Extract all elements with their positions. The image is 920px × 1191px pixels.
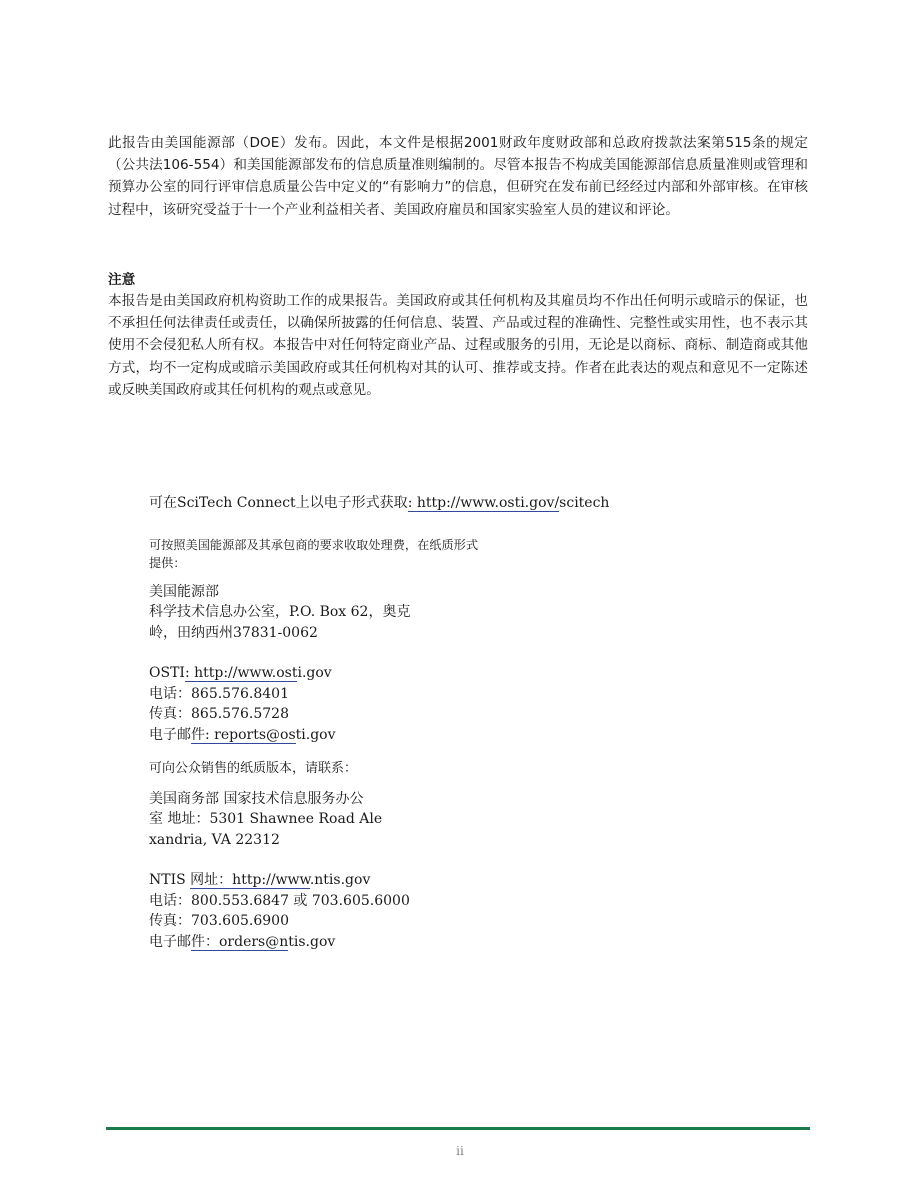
electronic-suffix: scitech xyxy=(559,495,610,511)
osti-website xyxy=(149,663,709,684)
osti-email-prefix: 电子邮 xyxy=(149,726,191,743)
page-number: ii xyxy=(456,1144,464,1158)
osti-email-link[interactable]: 件: reports@os xyxy=(191,726,296,743)
electronic-availability xyxy=(149,493,709,514)
ntis-address-line2: 室 地址：5301 Shawnee Road Ale xyxy=(149,811,383,827)
scitech-link[interactable]: : http://www.osti.gov/ xyxy=(407,495,560,511)
paper-availability-line1: 可按照美国能源部及其承包商的要求收取处理费，在纸质形式 xyxy=(149,537,479,552)
osti-prefix: OSTI xyxy=(149,665,185,681)
ntis-phone: 电话：800.553.6847 或 703.605.6000 xyxy=(149,892,410,909)
footer-divider xyxy=(106,1127,810,1130)
ntis-email-suffix: tis.gov xyxy=(288,933,336,950)
ntis-prefix: NTIS xyxy=(149,872,191,888)
intro-paragraph: 此报告由美国能源部（DOE）发布。因此，本文件是根据2001财政年度财政部和总政府拨款法案第515条的规定（公共法106-554）和美国能源部发布的信息质量准则编制的。尽管本报告不构成美国能源部信息质量准则或管理和预算办公室的同行评审信息质量公告中定义的“有影响力”的信息，但研究在发布前已经经过内部和外部审核。在审核过程中，该研究受益于十一个产业利益相关者、美国政府雇员和国家实验室人员的建议和评论。 xyxy=(108,135,808,218)
ntis-email xyxy=(149,932,709,953)
notice-paragraph: 本报告是由美国政府机构资助工作的成果报告。美国政府或其任何机构及其雇员均不作出任何明示或暗示的保证，也不承担任何法律责任或责任，以确保所披露的任何信息、装置、产品或过程的准确性、完整性或实用性，也不表示其使用不会侵犯私人所有权。本报告中对任何特定商业产品、过程或服务的引用，无论是以商标、商标、制造商或其他方式，均不一定构成或暗示美国政府或其任何机构对其的认可、推荐或支持。作者在此表达的观点和意见不一定陈述或反映美国政府或其任何机构的观点或意见。 xyxy=(108,293,808,398)
notice-section xyxy=(108,270,808,401)
ntis-website xyxy=(149,870,709,891)
ntis-email-prefix: 电子邮 xyxy=(149,933,191,950)
osti-suffix: i.gov xyxy=(297,665,332,681)
ntis-fax: 传真：703.605.6900 xyxy=(149,913,289,929)
ntis-link[interactable]: 网址：http://www xyxy=(190,872,310,888)
doe-address-line1: 科学技术信息办公室，P.O. Box 62，奥克 xyxy=(149,604,411,620)
ntis-email-link[interactable]: 件：orders@n xyxy=(191,933,289,950)
ntis-address-line1: 美国商务部 国家技术信息服务办公 xyxy=(149,790,364,807)
availability-section xyxy=(149,493,709,952)
doe-name: 美国能源部 xyxy=(149,583,219,600)
osti-email-suffix: ti.gov xyxy=(295,726,336,743)
electronic-prefix: 可在SciTech Connect上以电子形式获取 xyxy=(149,495,408,511)
public-sale-note: 可向公众销售的纸质版本，请联系： xyxy=(149,761,358,776)
ntis-suffix: .ntis.gov xyxy=(309,872,371,888)
notice-title: 注意 xyxy=(108,272,136,288)
osti-phone: 电话：865.576.8401 xyxy=(149,685,289,702)
osti-fax: 传真：865.576.5728 xyxy=(149,706,289,722)
osti-link[interactable]: : http://www.ost xyxy=(184,665,298,681)
ntis-address-line3: xandria, VA 22312 xyxy=(149,831,280,848)
paper-availability-line2: 提供： xyxy=(149,555,186,570)
osti-email xyxy=(149,725,709,746)
intro-section xyxy=(108,132,808,221)
doe-address-line2: 岭，田纳西州37831-0062 xyxy=(149,624,318,641)
